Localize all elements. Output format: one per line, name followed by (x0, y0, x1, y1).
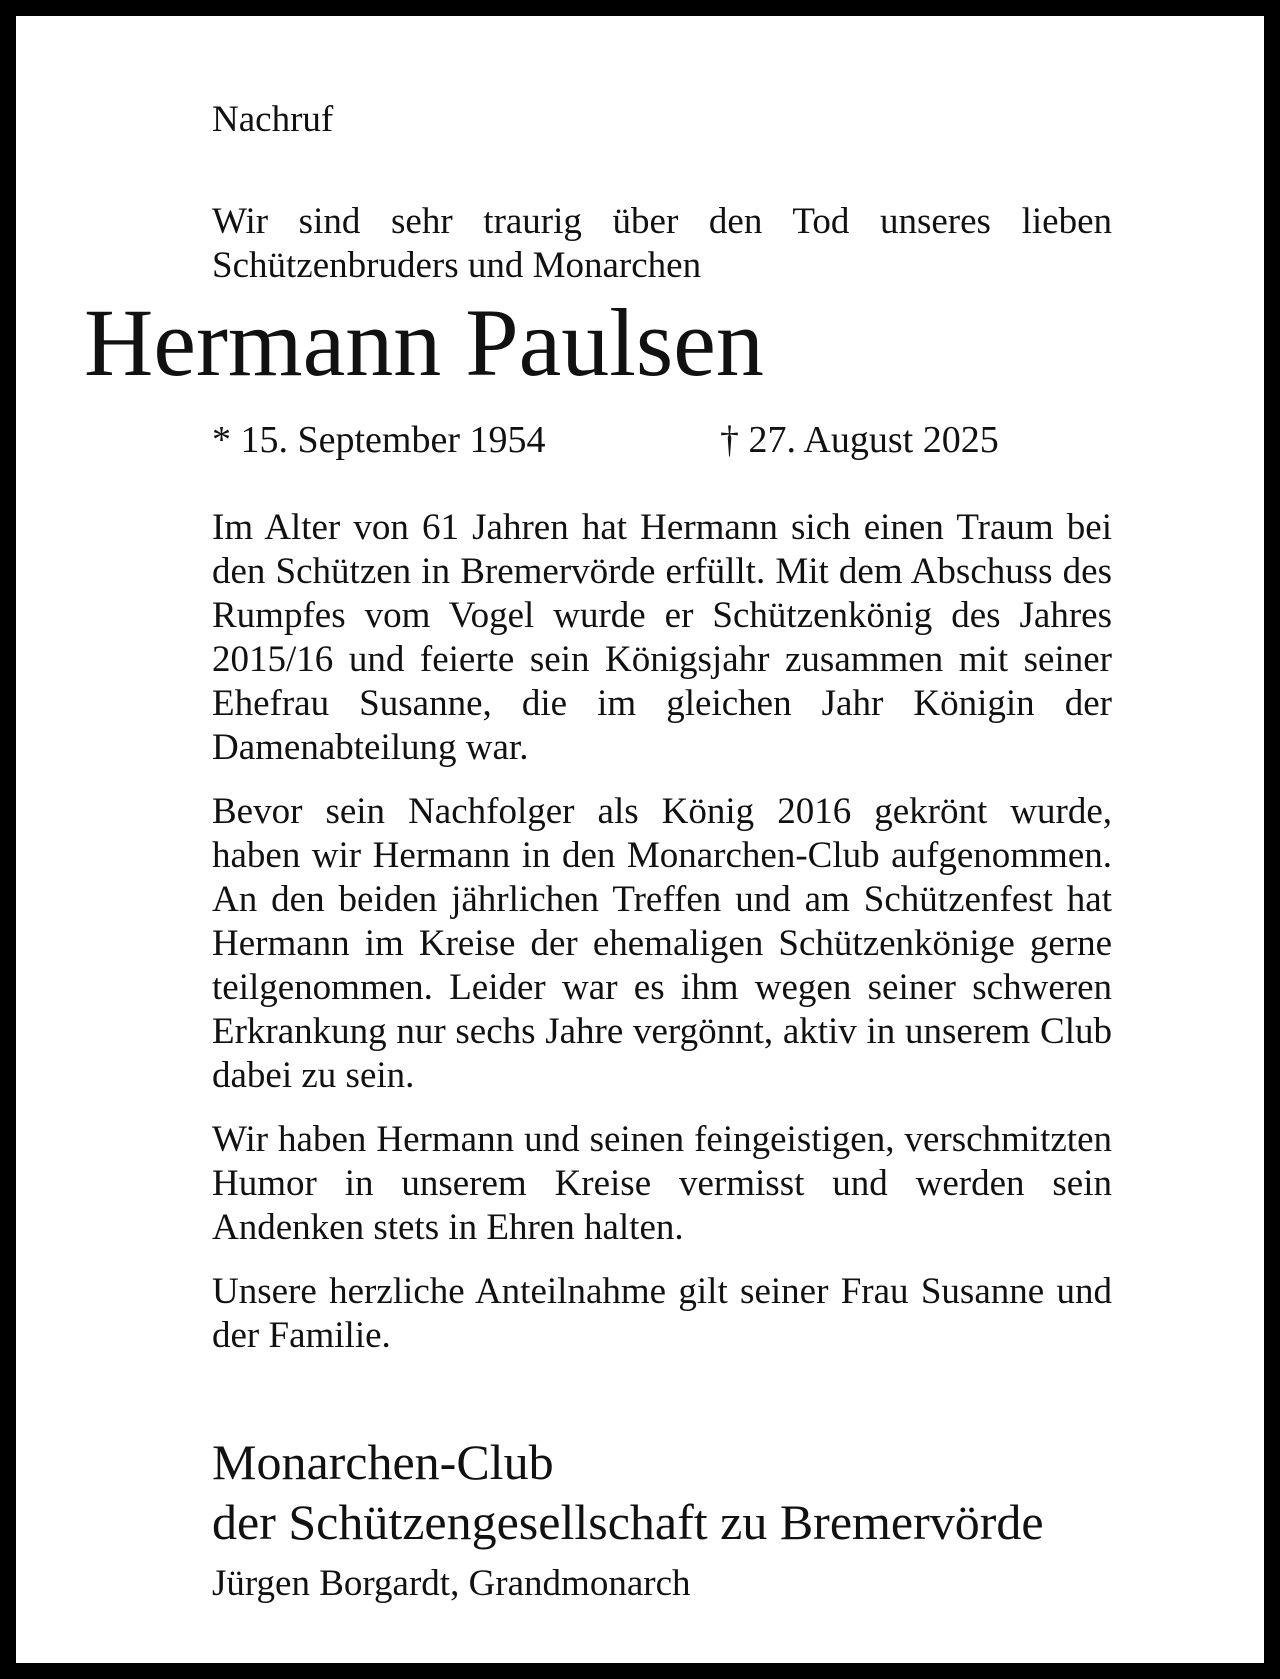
deceased-name: Hermann Paulsen (84, 289, 764, 396)
obituary-body (212, 506, 1112, 1378)
birth-date: * 15. September 1954 (212, 419, 546, 461)
body-paragraph: Im Alter von 61 Jahren hat Hermann sich einen Traum bei den Schützen in Bremervörde erfüllt. Mit dem Abschuss des Rumpfes vom Vogel wurde er Schützenkönig des Jahres 2015/16 und feierte sein Königsjahr zusammen mit seiner Ehefrau Susanne, die im gleichen Jahr Königin der Damenabteilung war. (212, 507, 1112, 768)
body-paragraph: Wir haben Hermann und seinen feingeistigen, verschmitzten Humor in unserem Kreise vermisst und werden sein Andenken stets in Ehren halten. (212, 1119, 1112, 1248)
death-date: † 27. August 2025 (720, 419, 999, 461)
body-paragraph: Unsere herzliche Anteilnahme gilt seiner Frau Susanne und der Familie. (212, 1271, 1112, 1356)
notice-heading: Nachruf (212, 99, 334, 140)
body-paragraph: Bevor sein Nachfolger als König 2016 gekrönt wurde, haben wir Hermann in den Monarchen-Club aufgenommen. An den beiden jährlichen Treffen und am Schützenfest hat Hermann im Kreise der ehemaligen Schützenkönige gerne teilgenommen. Leider war es ihm wegen seiner schweren Erkrankung nur sechs Jahre vergönnt, aktiv in unserem Club dabei zu sein. (212, 791, 1112, 1096)
signature-block (212, 1432, 1152, 1606)
signatory: Jürgen Borgardt, Grandmonarch (212, 1563, 691, 1604)
obituary-notice (16, 16, 1264, 1663)
organization-name (212, 1432, 1152, 1552)
organization-line-1: Monarchen-Club (212, 1434, 554, 1490)
organization-line-2: der Schützengesellschaft zu Bremervörde (212, 1494, 1044, 1550)
intro-text: Wir sind sehr traurig über den Tod unseres lieben Schützenbruders und Monarchen (212, 201, 1112, 286)
